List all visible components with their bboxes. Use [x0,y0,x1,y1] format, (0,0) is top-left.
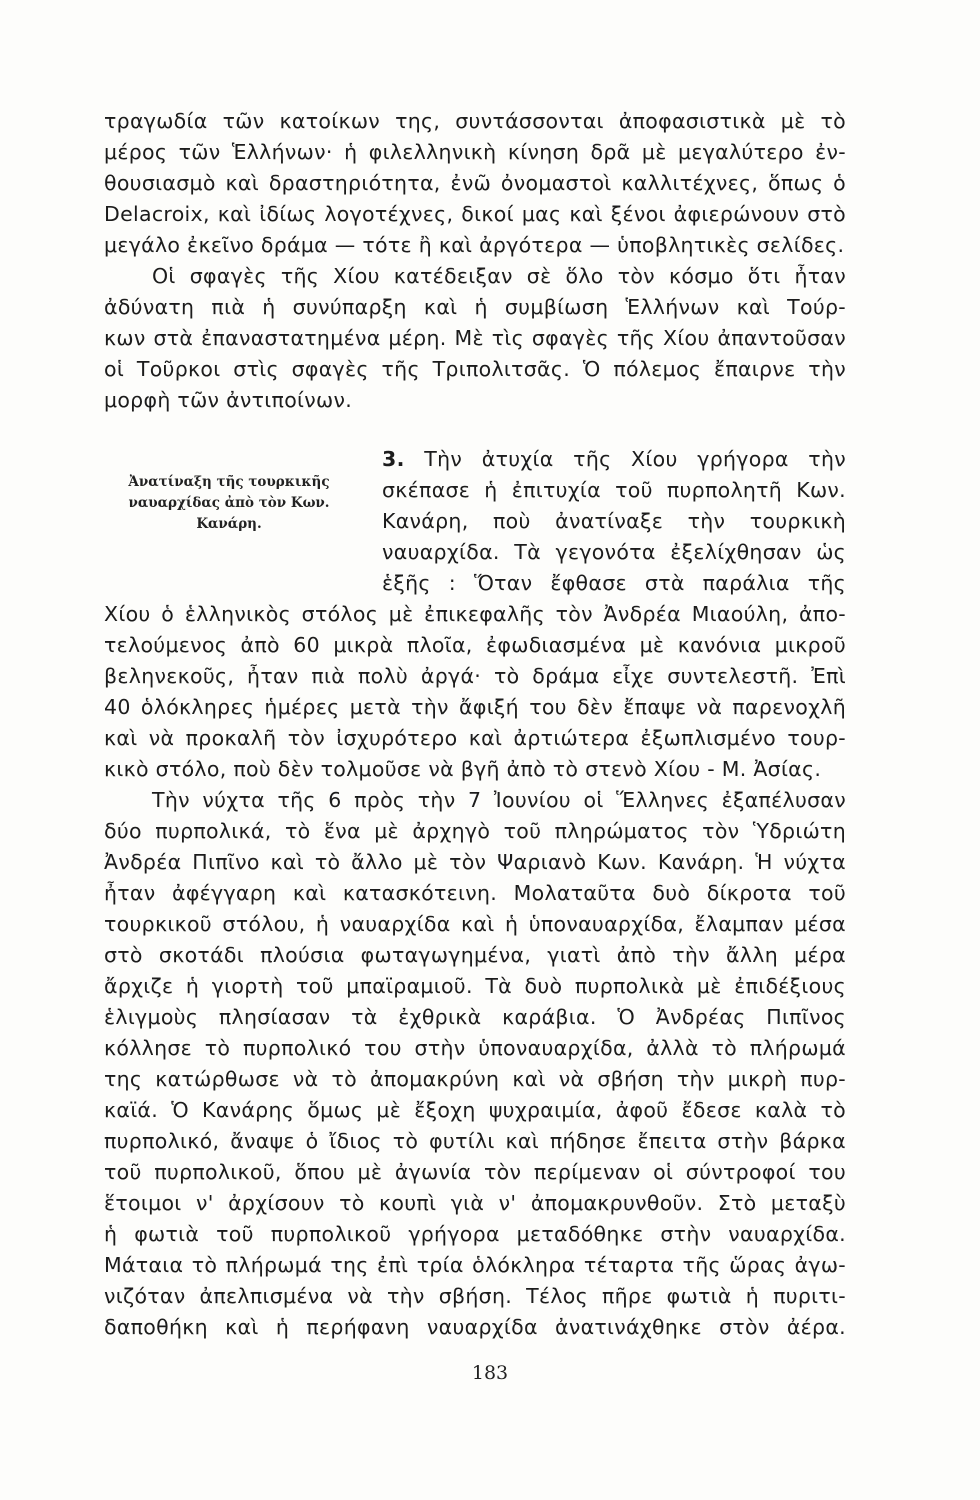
text-line: καὶ νὰ προκαλῆ τὸν ἰσχυρότερο καὶ ἀρτιώτερα ἐξωπλισμένο τουρ- [104,726,846,750]
margin-note-line: ναυαρχίδας ἀπὸ τὸν Κων. [128,495,330,511]
section-3-opening [382,444,846,599]
opening-paragraphs [104,106,846,416]
text-line: ἑλιγμοὺς πλησίασαν τὰ ἐχθρικὰ καράβια. Ὁ Ἀνδρέας Πιπῖνος [104,1005,846,1029]
text-line: βεληνεκοῦς, ἦταν πιὰ πολὺ ἀργά· τὸ δράμα εἶχε συντελεστῆ. Ἐπὶ [104,664,846,688]
text-line: ναυαρχίδα. Τὰ γεγονότα ἐξελίχθησαν ὡς [382,540,846,564]
text-line: καϊά. Ὁ Κανάρης ὅμως μὲ ἔξοχη ψυχραιμία, ἀφοῦ ἔδεσε καλὰ τὸ [104,1098,846,1122]
text-line: ἄρχιζε ἡ γιορτὴ τοῦ μπαϊραμιοῦ. Τὰ δυὸ πυρπολικὰ μὲ ἐπιδέξιους [104,974,846,998]
section-3-body [104,599,846,1343]
text-line: ἦταν ἀφέγγαρη καὶ κατασκότεινη. Μολαταῦτα δυὸ δίκροτα τοῦ [104,881,846,905]
text-line: μέρος τῶν Ἑλλήνων· ἡ φιλελληνικὴ κίνηση δρᾶ μὲ μεγαλύτερο ἐν- [104,140,846,164]
text-line: πυρπολικό, ἄναψε ὁ ἴδιος τὸ φυτίλι καὶ πήδησε ἔπειτα στὴν βάρκα [104,1129,846,1153]
text-line: κικὸ στόλο, ποὺ δὲν τολμοῦσε νὰ βγῆ ἀπὸ τὸ στενὸ Χίου - Μ. Ἀσίας. [104,757,822,781]
section-first-text: Τὴν ἀτυχία τῆς Χίου γρήγορα τὴν [424,447,846,471]
section-first-line [382,444,846,475]
text-line: δύο πυρπολικά, τὸ ἕνα μὲ ἀρχηγὸ τοῦ πληρώματος τὸν Ὑδριώτη [104,819,846,843]
text-line: ἡ φωτιὰ τοῦ πυρπολικοῦ γρήγορα μεταδόθηκε στὴν ναυαρχίδα. [104,1222,846,1246]
page-number: 183 [471,1362,509,1384]
text-line: νιζόταν ἀπελπισμένα νὰ τὴν σβήση. Τέλος πῆρε φωτιὰ ἡ πυριτι- [104,1284,846,1308]
text-line: ἕτοιμοι ν' ἀρχίσουν τὸ κουπὶ γιὰ ν' ἀπομακρυνθοῦν. Στὸ μεταξὺ [104,1191,846,1215]
text-line: δαποθήκη καὶ ἡ περήφανη ναυαρχίδα ἀνατινάχθηκε στὸν ἀέρα. [104,1315,846,1339]
text-line: Τὴν νύχτα τῆς 6 πρὸς τὴν 7 Ἰουνίου οἱ Ἕλληνες ἐξαπέλυσαν [152,788,846,812]
text-line: τοῦ πυρπολικοῦ, ὅπου μὲ ἀγωνία τὸν περίμεναν οἱ σύντροφοί του [104,1160,846,1184]
text-line: κόλλησε τὸ πυρπολικό του στὴν ὑποναυαρχίδα, ἀλλὰ τὸ πλήρωμά [104,1036,846,1060]
text-line: Οἱ σφαγὲς τῆς Χίου κατέδειξαν σὲ ὅλο τὸν κόσμο ὅτι ἦταν [152,264,846,288]
text-line: τραγωδία τῶν κατοίκων της, συντάσσονται ἀποφασιστικὰ μὲ τὸ [104,109,846,133]
text-line: μορφὴ τῶν ἀντιποίνων. [104,388,353,412]
text-line: Μάταια τὸ πλήρωμά της ἐπὶ τρία ὁλόκληρα τέταρτα τῆς ὥρας ἀγω- [104,1253,846,1277]
text-line: Delacroix, καὶ ἰδίως λογοτέχνες, δικοί μας καὶ ξένοι ἀφιερώνουν στὸ [104,202,846,226]
text-line: Χίου ὁ ἑλληνικὸς στόλος μὲ ἐπικεφαλῆς τὸν Ἀνδρέα Μιαούλη, ἀπο- [104,602,846,626]
text-line: τουρκικοῦ στόλου, ἡ ναυαρχίδα καὶ ἡ ὑποναυαρχίδα, ἔλαμπαν μέσα [104,912,846,936]
text-line: στὸ σκοτάδι πλούσια φωταγωγημένα, γιατὶ ἀπὸ τὴν ἄλλη μέρα [104,943,846,967]
margin-note [104,472,354,535]
text-line: θουσιασμὸ καὶ δραστηριότητα, ἐνῶ ὀνομαστοὶ καλλιτέχνες, ὅπως ὁ [104,171,846,195]
text-line: Ἀνδρέα Πιπῖνο καὶ τὸ ἄλλο μὲ τὸν Ψαριανὸ Κων. Κανάρη. Ἡ νύχτα [104,850,846,874]
margin-note-line: Ἀνατίναξη τῆς τουρκικῆς [128,474,330,490]
text-line: της κατώρθωσε νὰ τὸ ἀπομακρύνη καὶ νὰ σβήση τὴν μικρὴ πυρ- [104,1067,846,1091]
margin-note-line: Κανάρη. [196,516,262,532]
text-line: οἱ Τοῦρκοι στὶς σφαγὲς τῆς Τριπολιτσᾶς. Ὁ πόλεμος ἔπαιρνε τὴν [104,357,846,381]
text-line: ἀδύνατη πιὰ ἡ συνύπαρξη καὶ ἡ συμβίωση Ἑλλήνων καὶ Τούρ- [104,295,846,319]
text-line: σκέπασε ἡ ἐπιτυχία τοῦ πυρπολητῆ Κων. [382,478,846,502]
text-line: κων στὰ ἐπαναστατημένα μέρη. Μὲ τὶς σφαγὲς τῆς Χίου ἀπαντοῦσαν [104,326,846,350]
text-line: ἑξῆς : Ὅταν ἔφθασε στὰ παράλια τῆς [382,571,846,595]
text-line: τελούμενος ἀπὸ 60 μικρὰ πλοῖα, ἐφωδιασμένα μὲ κανόνια μικροῦ [104,633,846,657]
text-line: 40 ὁλόκληρες ἡμέρες μετὰ τὴν ἄφιξή του δὲν ἔπαψε νὰ παρενοχλῆ [104,695,846,719]
section-number: 3. [382,447,405,471]
text-line: Κανάρη, ποὺ ἀνατίναξε τὴν τουρκικὴ [382,509,846,533]
text-line: μεγάλο ἐκεῖνο δράμα — τότε ἢ καὶ ἀργότερα — ὑποβλητικὲς σελίδες. [104,233,845,257]
